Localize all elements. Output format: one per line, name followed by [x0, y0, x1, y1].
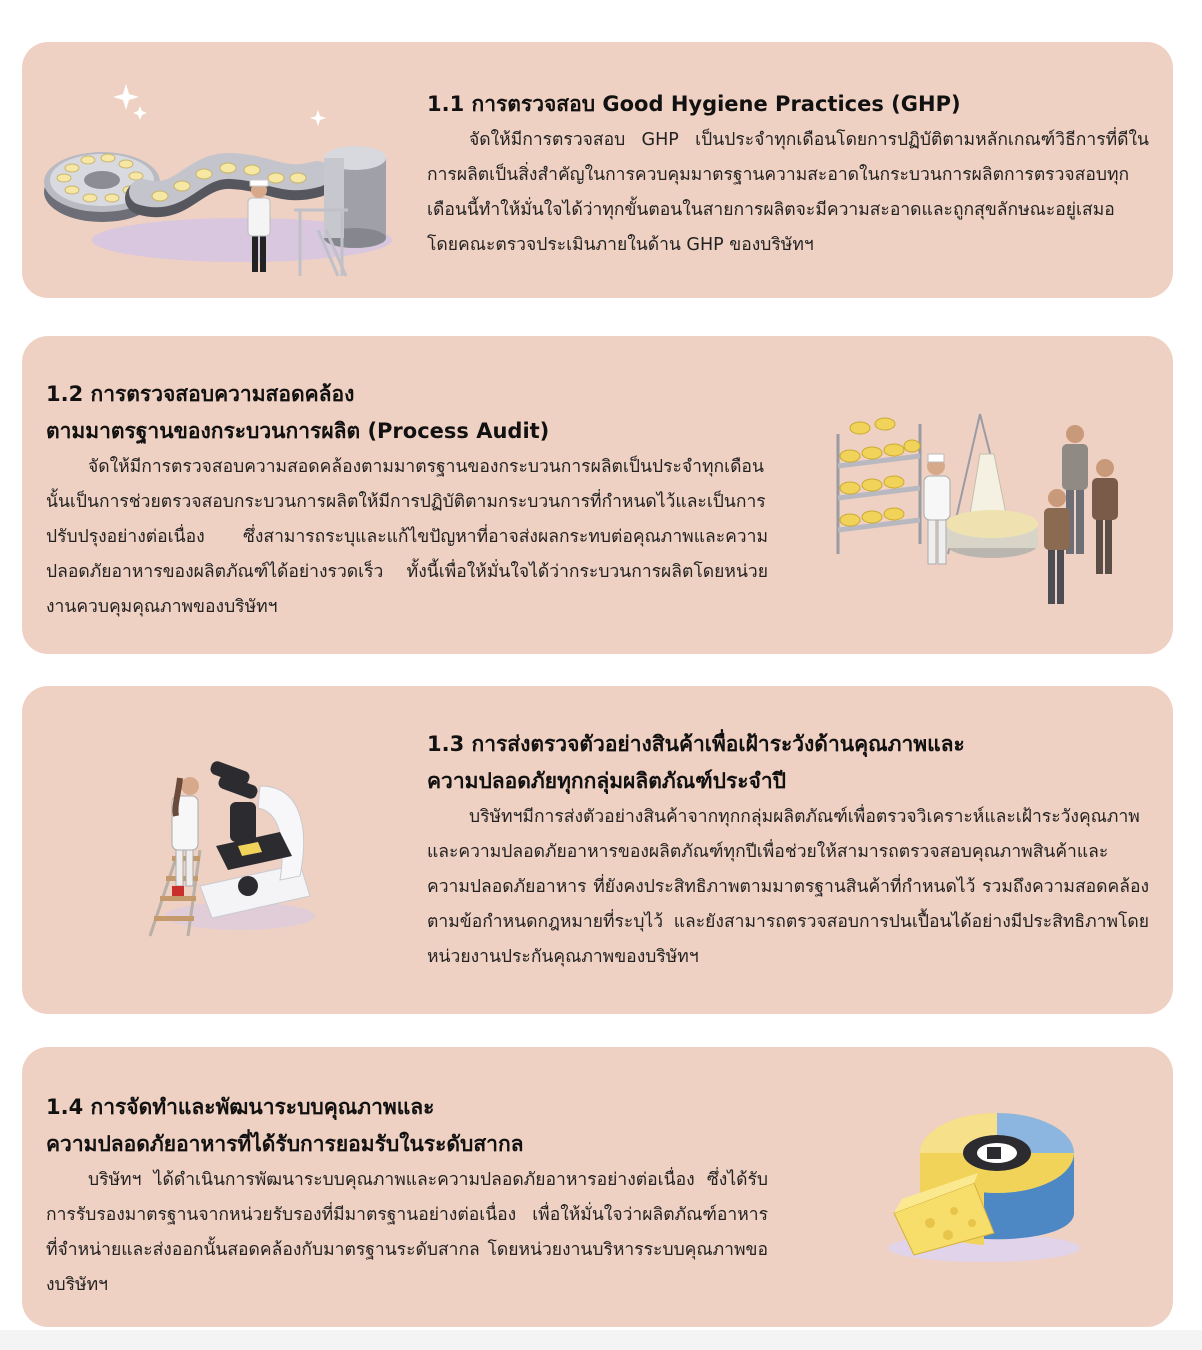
- section-title-process-audit-line2: ตามมาตรฐานของกระบวนการผลิต (Process Audit): [46, 419, 550, 443]
- section-title-ghp: 1.1 การตรวจสอบ Good Hygiene Practices (GHP): [427, 92, 961, 116]
- cheese-conveyor-factory-illustration: [42, 80, 392, 285]
- cheese-shelf-audit-team-illustration: [830, 404, 1130, 614]
- section-card-ghp: [22, 42, 1173, 298]
- section-body-ghp: จัดให้มีการตรวจสอบ GHP เป็นประจำทุกเดือนโดยการปฏิบัติตามหลักเกณฑ์วิธีการที่ดีในการผลิตเป็นสิ่งสำคัญในการควบคุมมาตรฐานความสะอาดในกระบวนการผลิตการตรวจสอบทุกเดือนนี้ทำให้มั่นใจได้ว่าทุกขั้นตอนในสายการผลิตจะมีความสะอาดและถูกสุขลักษณะอยู่เสมอ โดยคณะตรวจประเมินภายในด้าน GHP ของบริษัทฯ: [427, 130, 1149, 255]
- section-card-quality-system: [22, 1047, 1173, 1327]
- section-title-quality-system-line2: ความปลอดภัยอาหารที่ได้รับการยอมรับในระดับสากล: [46, 1132, 524, 1156]
- section-text-ghp: [427, 86, 1149, 263]
- section-body-product-sampling: บริษัทฯมีการส่งตัวอย่างสินค้าจากทุกกลุ่มผลิตภัณฑ์เพื่อตรวจวิเคราะห์และเฝ้าระวังคุณภาพและความปลอดภัยอาหารของผลิตภัณฑ์ทุกปีเพื่อช่วยให้สามารถตรวจสอบคุณภาพสินค้าและความปลอดภัยอาหาร ที่ยังคงประสิทธิภาพตามมาตรฐานสินค้าที่กำหนดไว้ รวมถึงความสอดคล้องตามข้อกำหนดกฎหมายที่ระบุไว้ และยังสามารถตรวจสอบการปนเปื้อนได้อย่างมีประสิทธิภาพโดยหน่วยงานประกันคุณภาพของบริษัทฯ: [427, 807, 1149, 967]
- section-text-quality-system: [46, 1089, 768, 1303]
- section-card-product-sampling: [22, 686, 1173, 1014]
- section-card-process-audit: [22, 336, 1173, 654]
- section-body-process-audit: จัดให้มีการตรวจสอบความสอดคล้องตามมาตรฐานของกระบวนการผลิตเป็นประจำทุกเดือนนั้นเป็นการช่วยตรวจสอบกระบวนการผลิตให้มีการปฏิบัติตามกระบวนการที่กำหนดไว้และเป็นการปรับปรุงอย่างต่อเนื่อง ซึ่งสามารถระบุและแก้ไขปัญหาที่อาจส่งผลกระทบต่อคุณภาพและความปลอดภัยอาหารของผลิตภัณฑ์ได้อย่างรวดเร็ว ทั้งนี้เพื่อให้มั่นใจได้ว่ากระบวนการผลิตโดยหน่วยงานควบคุมคุณภาพของบริษัทฯ: [46, 457, 768, 617]
- section-text-product-sampling: [427, 726, 1149, 975]
- page-bottom-strip: [0, 1330, 1202, 1350]
- section-body-quality-system: บริษัทฯ ได้ดำเนินการพัฒนาระบบคุณภาพและความปลอดภัยอาหารอย่างต่อเนื่อง ซึ่งได้รับการรับรองมาตรฐานจากหน่วยรับรองที่มีมาตรฐานอย่างต่อเนื่อง เพื่อให้มั่นใจว่าผลิตภัณฑ์อาหารที่จำหน่ายและส่งออกนั้นสอดคล้องกับมาตรฐานระดับสากล โดยหน่วยงานบริหารระบบคุณภาพของบริษัทฯ: [46, 1170, 768, 1295]
- section-title-process-audit-line1: 1.2 การตรวจสอบความสอดคล้อง: [46, 382, 355, 406]
- cheese-wheel-illustration: [874, 1103, 1084, 1268]
- section-title-product-sampling-line1: 1.3 การส่งตรวจตัวอย่างสินค้าเพื่อเฝ้าระวังด้านคุณภาพและ: [427, 732, 965, 756]
- section-text-process-audit: [46, 376, 768, 625]
- microscope-scientist-illustration: [130, 746, 330, 946]
- section-title-quality-system-line1: 1.4 การจัดทำและพัฒนาระบบคุณภาพและ: [46, 1095, 435, 1119]
- section-title-product-sampling-line2: ความปลอดภัยทุกกลุ่มผลิตภัณฑ์ประจำปี: [427, 769, 786, 793]
